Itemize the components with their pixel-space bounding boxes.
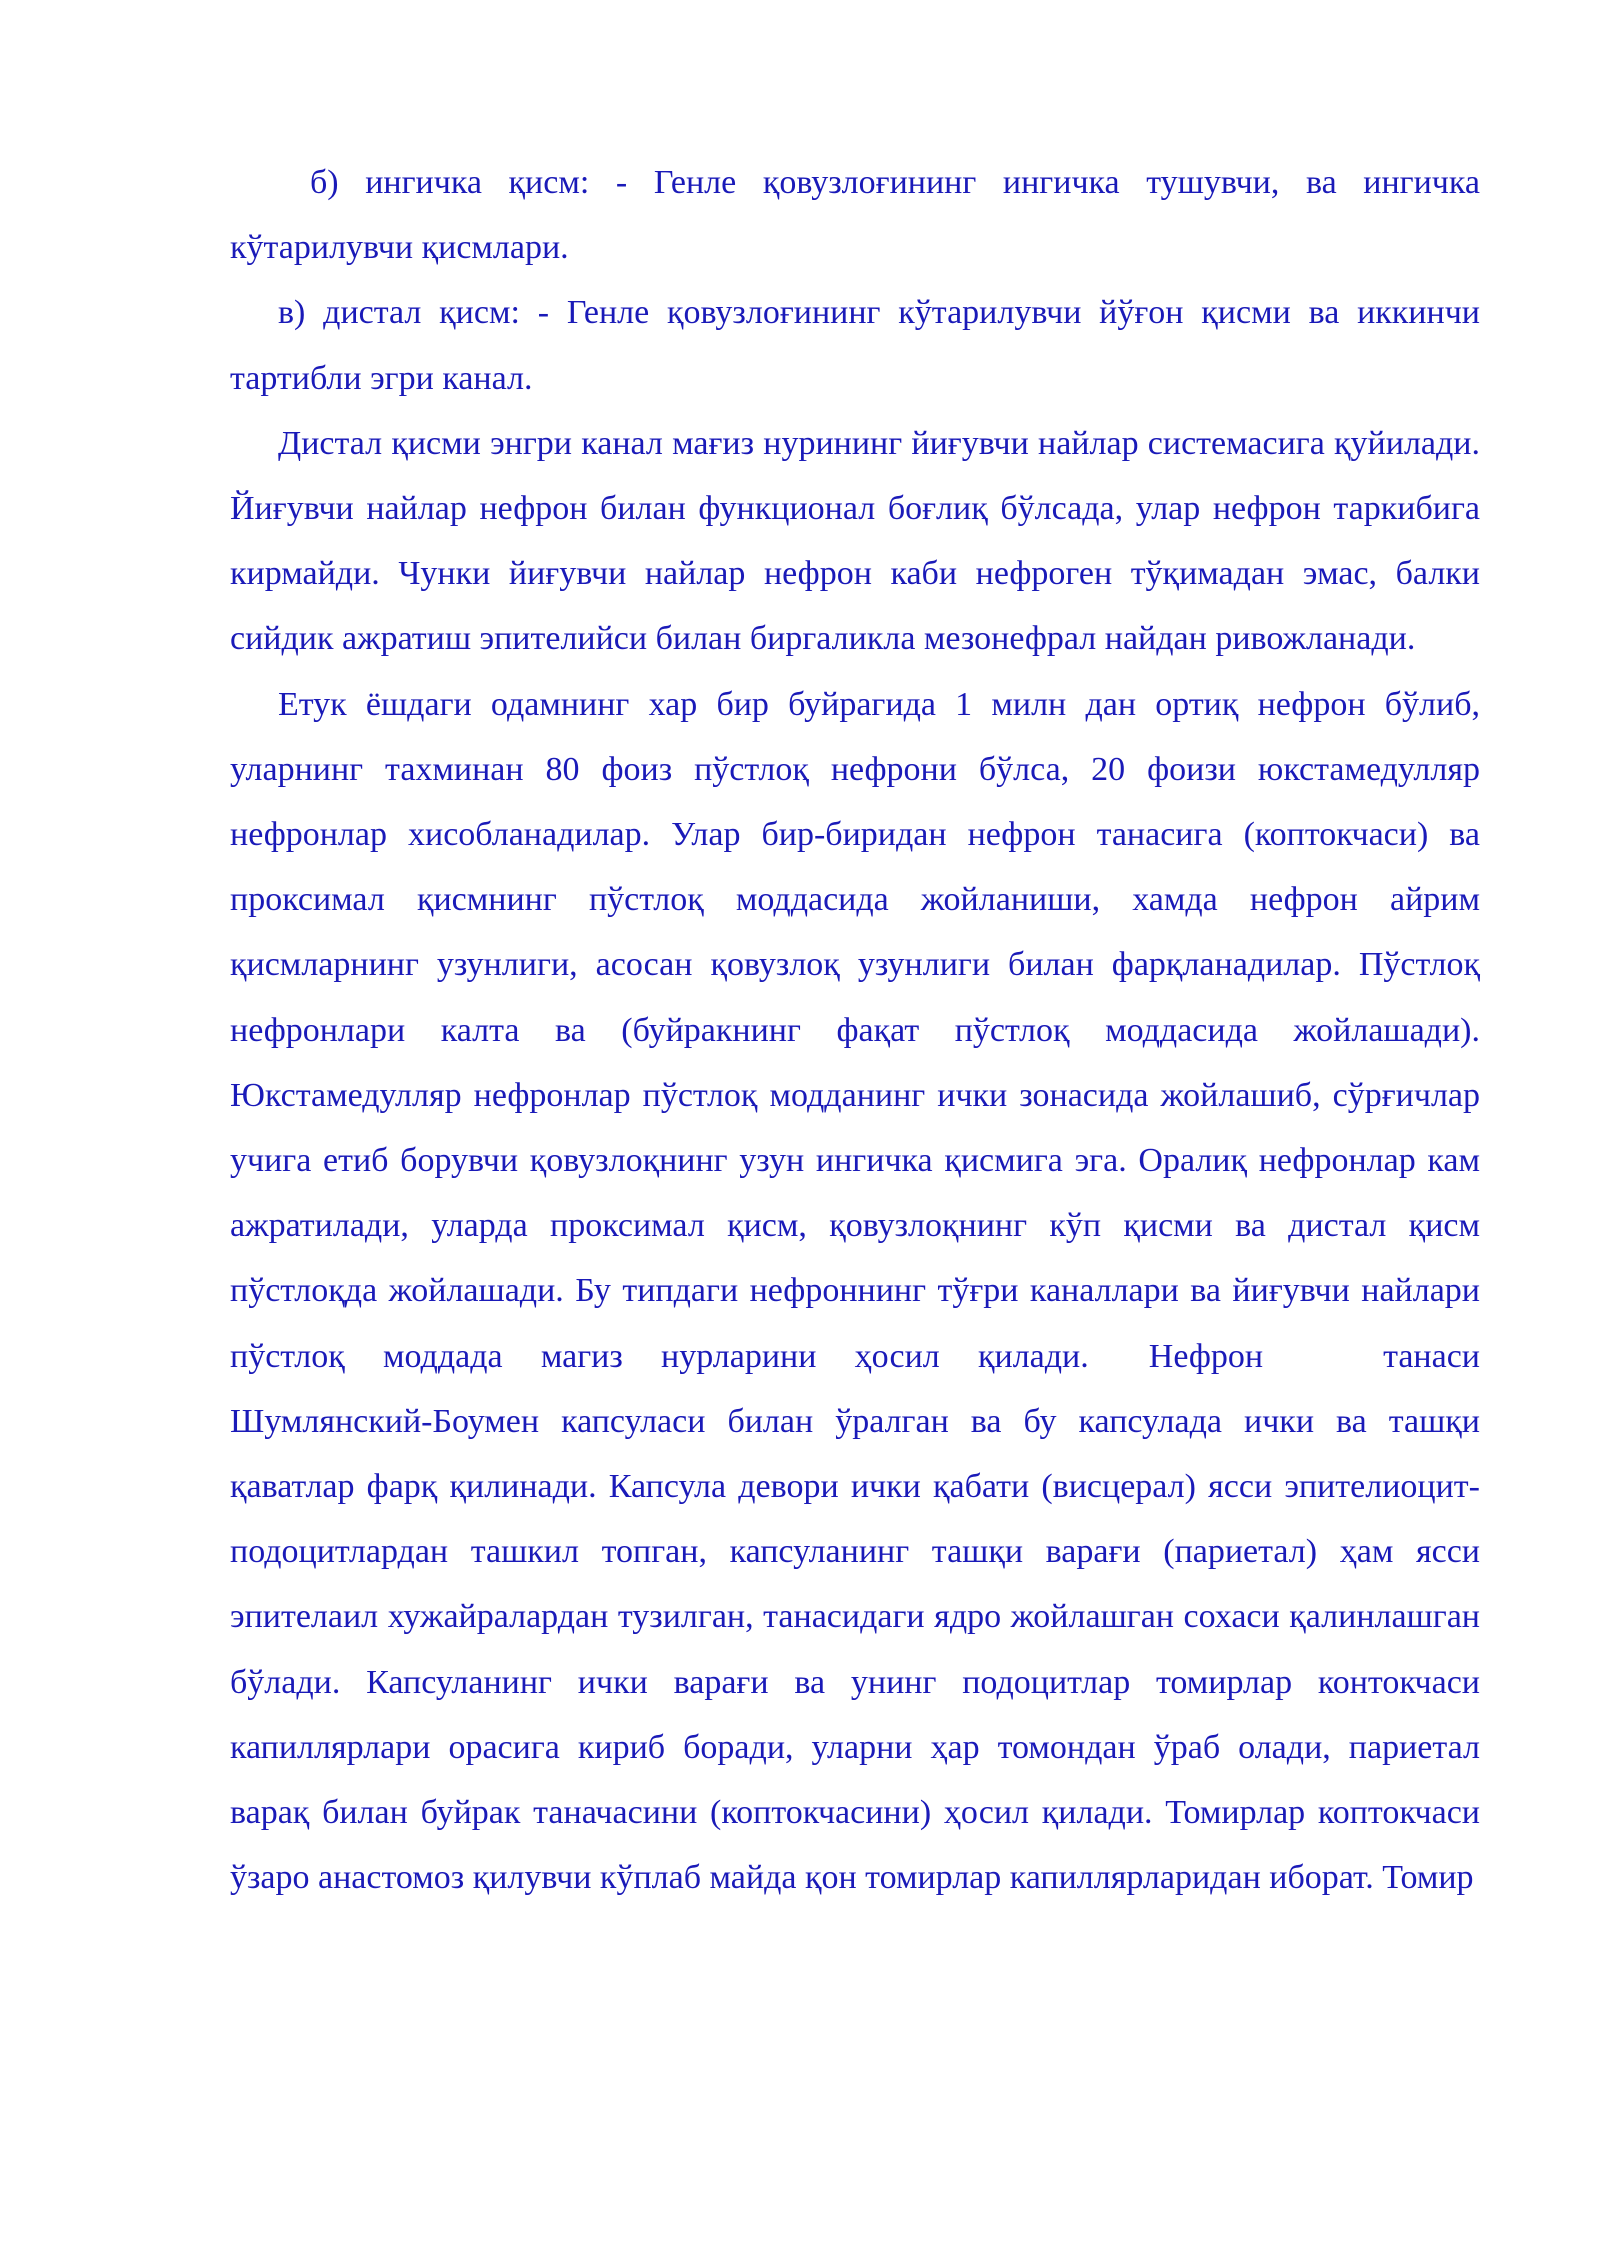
paragraph-body-word: танаси bbox=[1383, 1337, 1480, 1375]
paragraph-thin-part: б) ингичка қисм: - Генле қовузлоғининг ингичка тушувчи, ва ингичка кўтарилувчи қисмлари. bbox=[230, 164, 1480, 267]
document-body bbox=[230, 150, 1480, 1910]
paragraph-distal-part: в) дистал қисм: - Генле қовузлоғининг кўтарилувчи йўғон қисми ва иккинчи тартибли эгри канал. bbox=[230, 294, 1480, 397]
paragraph-capsule-text: Шумлянский-Боумен капсуласи билан ўралган ва бу капсулада ички ва ташқи қаватлар фарқ қилинади. Капсула девори ички қабати (висцерал) ясси эпителиоцит-подоцитлардан ташкил топган, капсуланинг ташқи варағи (париетал) ҳам ясси эпителаил хужайралардан тузилган, танасидаги ядро жойлашган сохаси қалинлашган бўлади. Капсуланинг ички варағи ва унинг подоцитлар томирлар контокчаси капиллярлари орасига кириб боради, уларни ҳар томондан ўраб олади, париетал варақ билан буйрак таначасини (коптокчасини) ҳосил қилади. Томирлар коптокчаси ўзаро анастомоз қилувчи кўплаб майда қон томирлар капиллярларидан иборат. Томир bbox=[230, 1402, 1480, 1897]
paragraph-collecting-ducts: Дистал қисми энгри канал мағиз нурининг йиғувчи найлар системасига қуйилади. Йиғувчи найлар нефрон билан функционал боғлиқ бўлсада, улар нефрон таркибига кирмайди. Чунки йиғувчи найлар нефрон каби нефроген тўқимадан эмас, балки сийдик ажратиш эпителийси билан биргаликла мезонефрал найдан ривожланади. bbox=[230, 424, 1480, 658]
paragraph-nephron-word: Нефрон bbox=[1148, 1337, 1264, 1375]
paragraph-nephron-types bbox=[230, 672, 1480, 1911]
paragraph-nephron-types-text: Етук ёшдаги одамнинг хар бир буйрагида 1 милн дан ортиқ нефрон бўлиб, уларнинг тахминан 80 фоиз пўстлоқ нефрони бўлса, 20 фоизи юкстамедулляр нефронлар хисобланадилар. Улар бир-биридан нефрон танасига (коптокчаси) ва проксимал қисмнинг пўстлоқ моддасида жойланиши, хамда нефрон айрим қисмларнинг узунлиги, асосан қовузлоқ узунлиги билан фарқланадилар. Пўстлоқ нефронлари калта ва (буйракнинг фақат пўстлоқ моддасида жойлашади). Юкстамедулляр нефронлар пўстлоқ модданинг ички зонасида жойлашиб, сўрғичлар учига етиб борувчи қовузлоқнинг узун ингичка қисмига эга. Оралиқ нефронлар кам ажратилади, уларда проксимал қисм, қовузлоқнинг кўп қисми ва дистал қисм пўстлоқда жойлашади. Бу типдаги нефроннинг тўғри каналлари ва йиғувчи найлари пўстлоқ моддада магиз нурларини ҳосил қилади. bbox=[230, 685, 1480, 1375]
